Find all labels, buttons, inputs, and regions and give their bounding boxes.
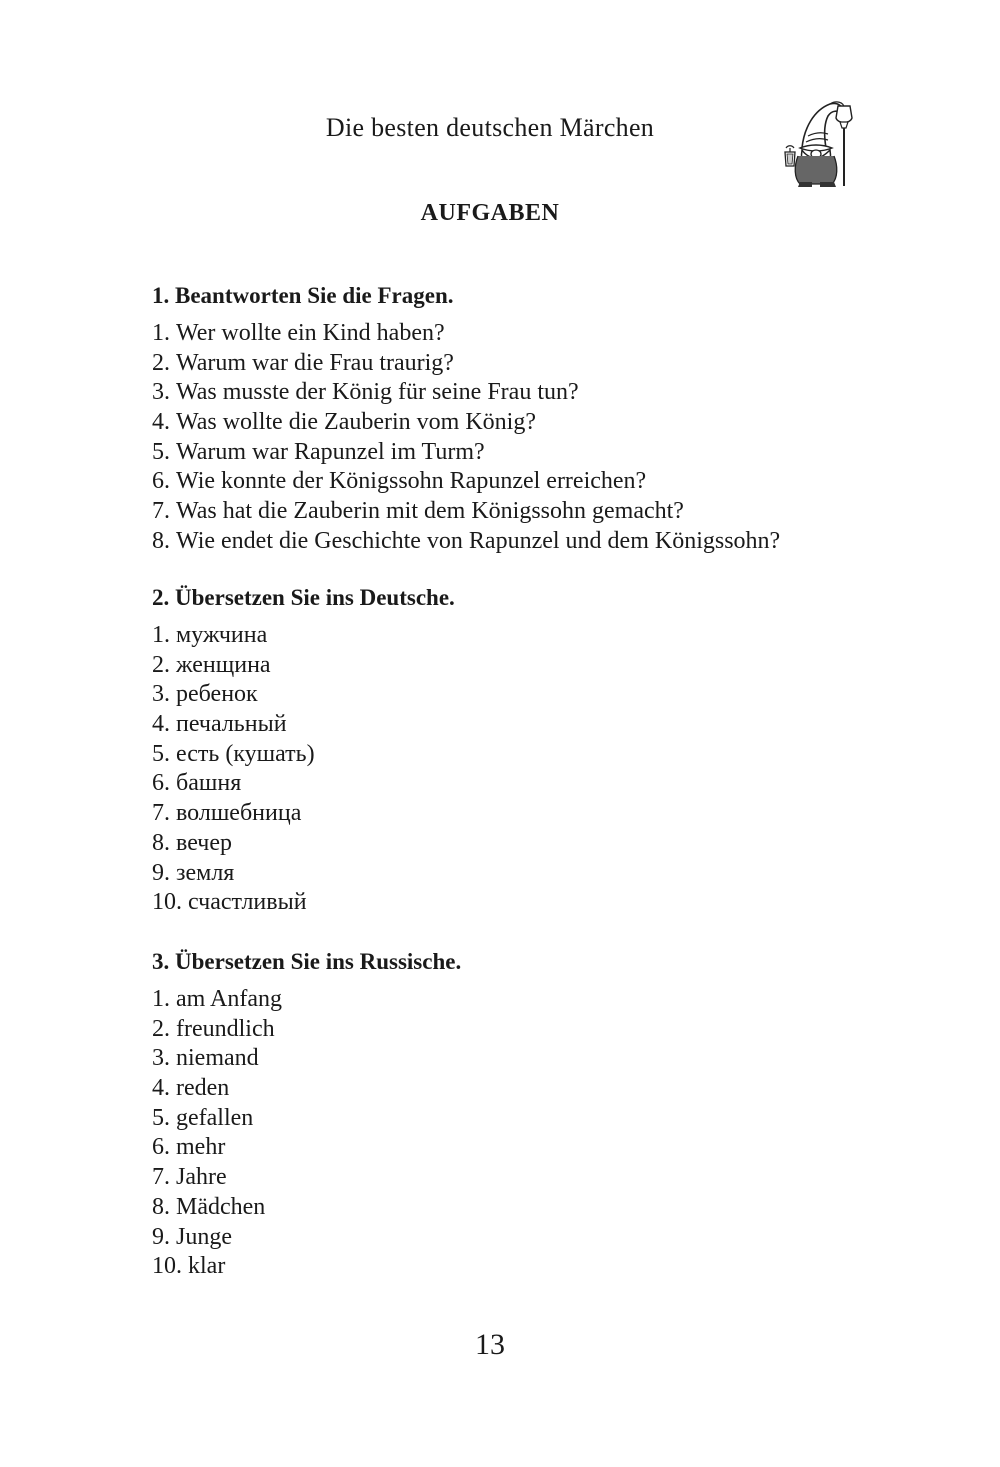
list-item	[152, 349, 780, 379]
list-item	[152, 378, 780, 408]
item-number: 3.	[152, 681, 170, 708]
list-item	[152, 408, 780, 438]
list-item	[152, 740, 455, 770]
item-text: niemand	[176, 1045, 259, 1072]
item-text: Was musste der König für seine Frau tun?	[176, 379, 579, 406]
list-item	[152, 467, 780, 497]
list-item	[152, 1044, 461, 1074]
item-text: freundlich	[176, 1015, 275, 1042]
item-number: 9.	[152, 1223, 170, 1250]
list-item	[152, 319, 780, 349]
item-number: 2.	[152, 349, 170, 376]
list-item	[152, 888, 455, 918]
item-text: волшебница	[176, 800, 302, 827]
item-number: 9.	[152, 859, 170, 886]
running-head-title: Die besten deutschen Märchen	[325, 113, 655, 142]
item-number: 10.	[152, 1253, 182, 1280]
item-number: 3.	[152, 379, 170, 406]
item-text: gefallen	[176, 1104, 254, 1131]
list-item	[152, 829, 455, 859]
item-number: 4.	[152, 711, 170, 738]
page-heading: AUFGABEN	[420, 200, 560, 226]
item-number: 7.	[152, 800, 170, 827]
item-text: счастливый	[188, 889, 307, 916]
item-number: 7.	[152, 498, 170, 525]
item-text: Wie endet die Geschichte von Rapunzel und dem Königssohn?	[176, 527, 781, 554]
list-item	[152, 1104, 461, 1134]
list-item	[152, 680, 455, 710]
item-number: 5.	[152, 1104, 170, 1131]
list-item	[152, 651, 455, 681]
list-item	[152, 1133, 461, 1163]
list-item	[152, 1252, 461, 1282]
item-number: 6.	[152, 1134, 170, 1161]
list-item	[152, 1223, 461, 1253]
task-section-translate-to-russian	[152, 947, 461, 1282]
list-item	[152, 1163, 461, 1193]
task-title: 2. Übersetzen Sie ins Deutsche.	[152, 585, 455, 610]
item-number: 5.	[152, 740, 170, 767]
list-item	[152, 859, 455, 889]
list-item	[152, 621, 455, 651]
gnome-with-lantern-and-shovel-icon	[778, 96, 864, 188]
item-text: женщина	[176, 651, 271, 678]
task-section-questions	[152, 281, 780, 557]
item-number: 3.	[152, 1045, 170, 1072]
item-text: ребенок	[176, 681, 258, 708]
item-text: вечер	[176, 829, 232, 856]
item-text: Warum war die Frau traurig?	[176, 349, 454, 376]
list-item	[152, 1015, 461, 1045]
list-item	[152, 710, 455, 740]
item-text: башня	[176, 770, 242, 797]
task-title: 3. Übersetzen Sie ins Russische.	[152, 949, 462, 974]
list-item	[152, 1074, 461, 1104]
item-number: 4.	[152, 1075, 170, 1102]
item-text: Was hat die Zauberin mit dem Königssohn gemacht?	[176, 498, 684, 525]
task-section-translate-to-german	[152, 583, 455, 918]
item-number: 8.	[152, 527, 170, 554]
list-item	[152, 438, 780, 468]
page-number: 13	[475, 1328, 505, 1361]
item-text: Warum war Rapunzel im Turm?	[176, 438, 485, 465]
item-number: 4.	[152, 409, 170, 436]
item-number: 10.	[152, 889, 182, 916]
item-text: печальный	[176, 711, 287, 738]
list-item	[152, 1193, 461, 1223]
item-text: мужчина	[176, 622, 268, 648]
list-item	[152, 769, 455, 799]
item-number: 5.	[152, 438, 170, 465]
item-text: klar	[188, 1253, 226, 1280]
item-number: 8.	[152, 829, 170, 856]
item-text: земля	[176, 859, 235, 886]
item-text: Wer wollte ein Kind haben?	[176, 320, 445, 346]
item-text: Junge	[176, 1223, 232, 1250]
item-text: Was wollte die Zauberin vom König?	[176, 409, 536, 436]
item-text: Wie konnte der Königssohn Rapunzel erreichen?	[176, 468, 647, 495]
item-text: reden	[176, 1075, 230, 1102]
item-text: Mädchen	[176, 1193, 266, 1220]
list-item	[152, 497, 780, 527]
item-text: Jahre	[176, 1164, 227, 1191]
list-item	[152, 527, 780, 557]
item-number: 2.	[152, 651, 170, 678]
item-number: 1.	[152, 622, 170, 648]
item-number: 6.	[152, 770, 170, 797]
item-number: 1.	[152, 320, 170, 346]
item-text: mehr	[176, 1134, 226, 1161]
list-item	[152, 985, 461, 1015]
item-number: 2.	[152, 1015, 170, 1042]
item-text: am Anfang	[176, 986, 282, 1012]
item-number: 6.	[152, 468, 170, 495]
item-number: 8.	[152, 1193, 170, 1220]
item-number: 7.	[152, 1164, 170, 1191]
item-number: 1.	[152, 986, 170, 1012]
list-item	[152, 799, 455, 829]
item-text: есть (кушать)	[176, 740, 315, 767]
task-title: 1. Beantworten Sie die Fragen.	[152, 283, 454, 308]
